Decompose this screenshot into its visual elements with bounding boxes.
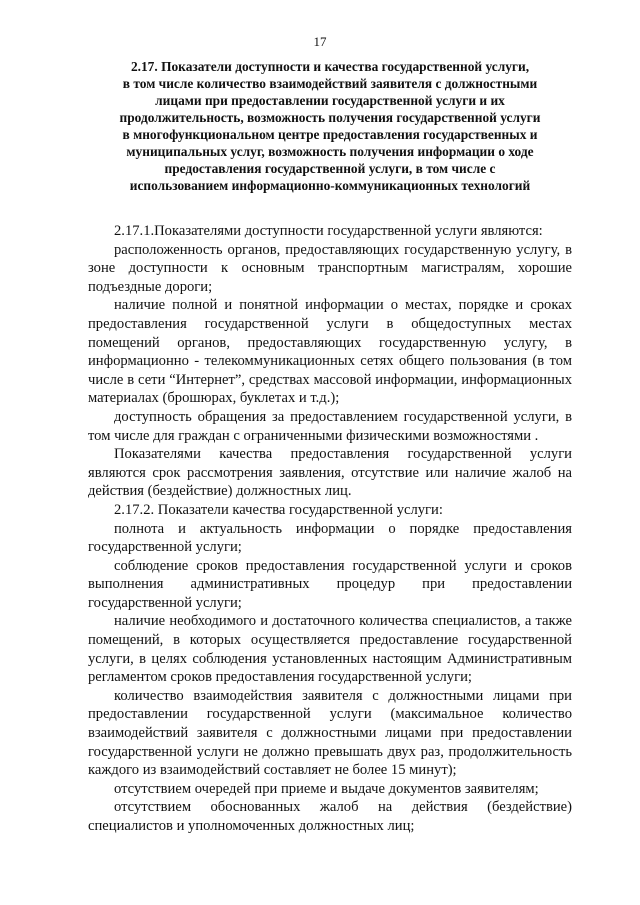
heading-line: муниципальных услуг, возможность получения информации о ходе <box>126 144 534 159</box>
paragraph-2-17-1: 2.17.1.Показателями доступности государственной услуги являются: <box>114 223 543 239</box>
heading-line: в том числе количество взаимодействий заявителя с должностными <box>122 76 538 91</box>
paragraph: полнота и актуальность информации о порядке предоставления государственной услуги; <box>88 520 572 556</box>
paragraph: наличие полной и понятной информации о местах, порядке и сроках предоставления государственной услуги в общедоступных местах помещений органов, предоставляющих государственную услугу, в информационно - телекоммуникационных сетях общего пользования (в том числе в сети “Интернет”, средствах массовой информации, информационных материалах (брошюрах, буклетах и т.д.); <box>88 297 572 407</box>
paragraph: наличие необходимого и достаточного количества специалистов, а также помещений, в которых осуществляется предоставление государственной услуги, в целях соблюдения установленных настоящим Административным регламентом сроков предоставления государственной услуги; <box>88 613 572 686</box>
paragraph: Показателями качества предоставления государственной услуги являются срок рассмотрения заявления, отсутствие или наличие жалоб на действия (бездействие) должностных лиц. <box>88 446 572 500</box>
paragraph: доступность обращения за предоставлением государственной услуги, в том числе для граждан с ограниченными физическими возможностями . <box>88 408 572 444</box>
heading-line: продолжительность, возможность получения государственной услуги <box>119 110 541 125</box>
paragraph: соблюдение сроков предоставления государственной услуги и сроков выполнения административных процедур при предоставлении государственной услуги; <box>88 557 572 611</box>
paragraph: отсутствием обоснованных жалоб на действия (бездействие) специалистов и уполномоченных должностных лиц; <box>88 799 572 834</box>
paragraph: расположенность органов, предоставляющих государственную услугу, в зоне доступности к основным транспортным магистралям, хорошие подъездные дороги; <box>88 241 572 295</box>
heading-line: 2.17. Показатели доступности и качества государственной услуги, <box>130 59 530 74</box>
heading-line: использованием информационно-коммуникационных технологий <box>129 178 531 193</box>
heading-line: предоставления государственной услуги, в том числе с <box>164 161 496 176</box>
heading-line: в многофункциональном центре предоставления государственных и <box>122 127 538 142</box>
section-heading <box>92 58 568 194</box>
paragraph-2-17-2: 2.17.2. Показатели качества государственной услуги: <box>114 501 443 518</box>
paragraph: количество взаимодействия заявителя с должностными лицами при предоставлении государственной услуги (максимальное количество взаимодействий заявителя с должностными лицами при предоставлении государственной услуги не должно превышать двух раз, продолжительность каждого из взаимодействий составляет не более 15 минут); <box>88 687 572 779</box>
page-number: 17 <box>313 34 327 49</box>
paragraph: отсутствием очередей при приеме и выдаче документов заявителям; <box>114 780 539 797</box>
heading-line: лицами при предоставлении государственной услуги и их <box>155 93 505 108</box>
body-text <box>88 222 572 836</box>
